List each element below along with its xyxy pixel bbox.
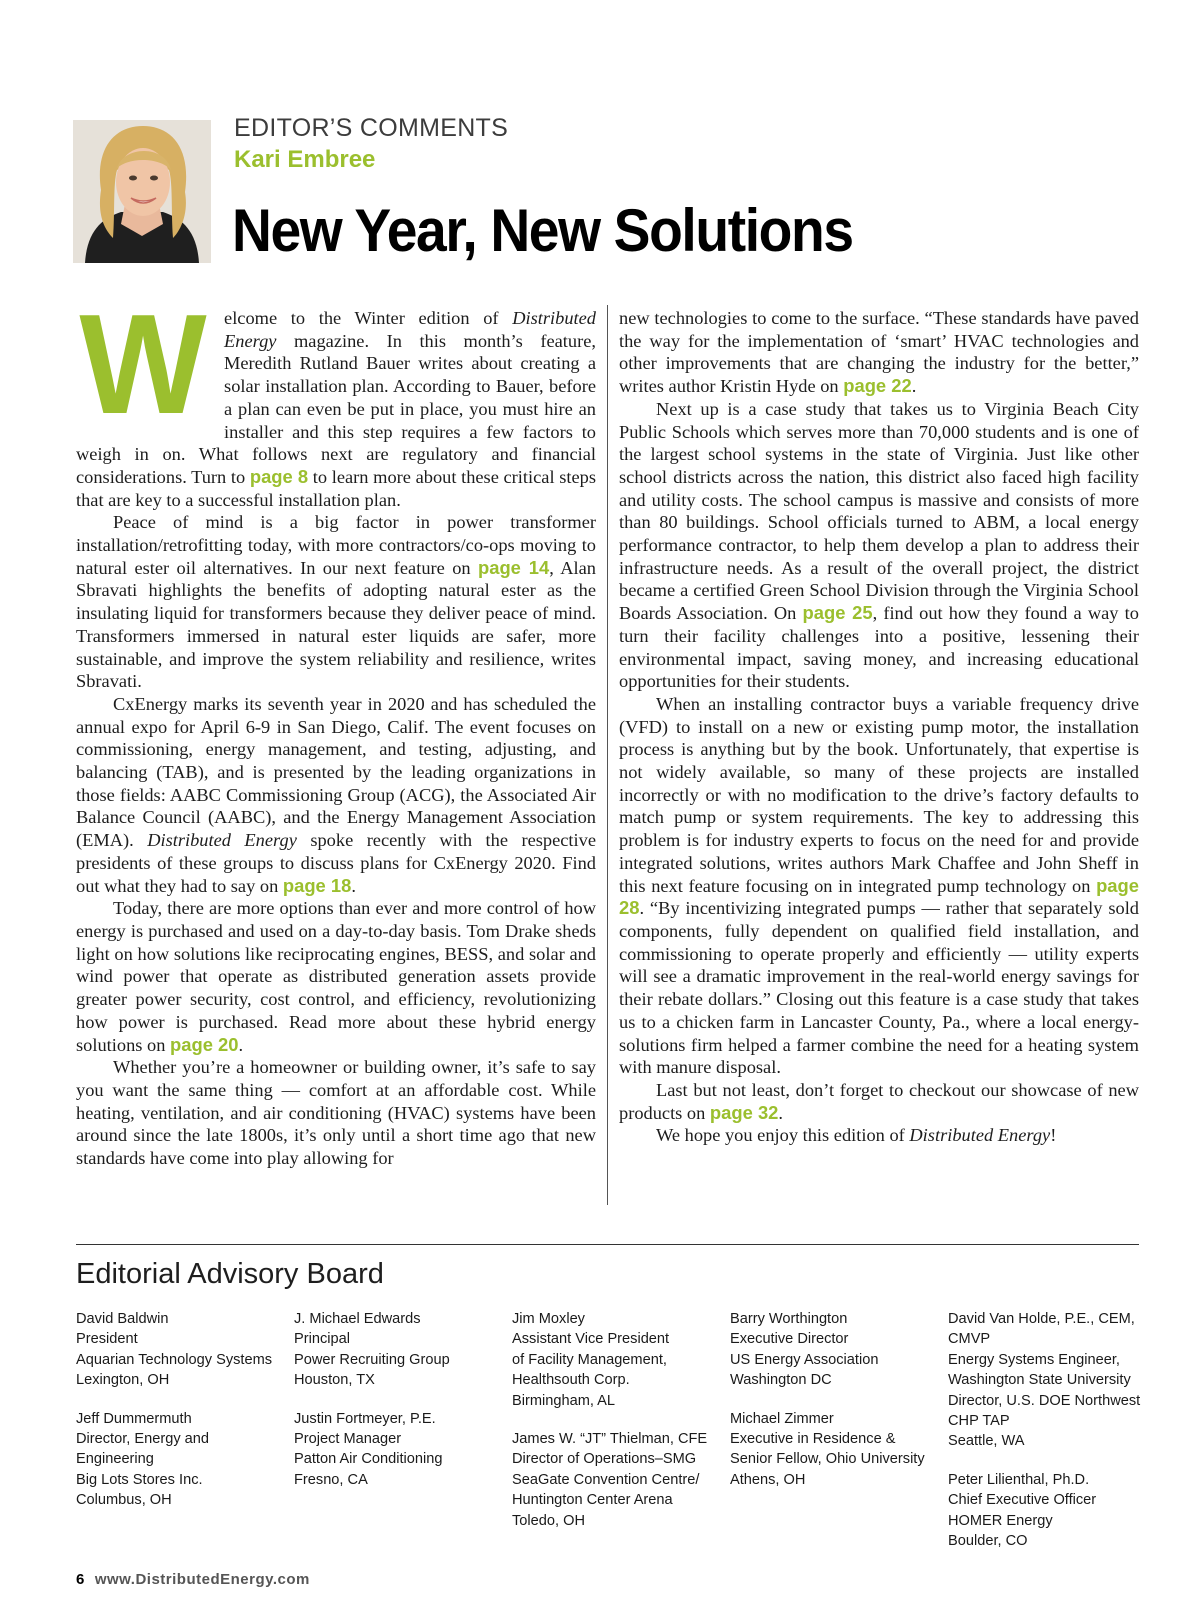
page-footer bbox=[76, 1571, 310, 1588]
author-name: Kari Embree bbox=[234, 146, 376, 173]
board-member: Jeff Dummermuth Director, Energy and Engineering Big Lots Stores Inc. Columbus, OH bbox=[76, 1410, 210, 1509]
paragraph-7: When an installing contractor buys a variable frequency drive (VFD) to install on a new or existing pump motor, the installation process is anything but by the book. Unfortunately, that expertise is not widely available, so many of these projects are installed incorrectly or with no modification to the drive’s factory defaults to match pump or system requirements. The key to addressing this problem is for industry experts to focus on the need for and provide integrated solutions, writes authors Mark Chaffee and John Sheff in this next feature focusing on in integrated pump technology on page 28. “By incentivizing integrated pumps — rather that separately sold components, fully dependent on qualified field installation, and commissioning to operate properly and efficiently — utility experts will see a dramatic improvement in the real-world energy savings for their rebate dollars.” Closing out this feature is a case study that takes us to a chicken farm in Lancaster County, Pa., where a local energy-solutions firm helped a farmer combine the need for a heating system with manure disposal. bbox=[619, 693, 1139, 1078]
article-column-1 bbox=[76, 285, 596, 1170]
board-member: J. Michael Edwards Principal Power Recruiting Group Houston, TX bbox=[294, 1311, 450, 1389]
board-member: Barry Worthington Executive Director US Energy Association Washington DC bbox=[730, 1311, 879, 1389]
page-reference[interactable]: page 18 bbox=[282, 874, 352, 896]
board-member: James W. “JT” Thielman, CFE Director of Operations–SMG SeaGate Convention Centre/ Huntington Center Arena Toledo, OH bbox=[512, 1431, 708, 1529]
column-divider bbox=[607, 305, 608, 1205]
page-number: 6 bbox=[76, 1571, 85, 1588]
paragraph-5: Whether you’re a homeowner or building owner, it’s safe to say you want the same thing — comfort at an affordable cost. While heating, ventilation, and air conditioning (HVAC) systems have been around since the late 1800s, it’s only until a short time ago that new standards have come into play allowing for bbox=[76, 1057, 596, 1169]
section-kicker: EDITOR’S COMMENTS bbox=[234, 114, 509, 142]
paragraph-9: We hope you enjoy this edition of Distributed Energy! bbox=[656, 1125, 1057, 1146]
board-member: Peter Lilienthal, Ph.D. Chief Executive Officer HOMER Energy Boulder, CO bbox=[948, 1471, 1097, 1550]
paragraph-3: CxEnergy marks its seventh year in 2020 and has scheduled the annual expo for April 6-9 in San Diego, Calif. The event focuses on commissioning, energy management, and testing, adjusting, and balancing (TAB), and is presented by the leading organizations in those fields: AABC Commissioning Group (ACG), the Associated Air Balance Council (AABC), and the Energy Management Association (EMA). Distributed Energy spoke recently with the respective presidents of these groups to discuss plans for CxEnergy 2020. Find out what they had to say on page 18. bbox=[76, 693, 596, 896]
board-title: Editorial Advisory Board bbox=[76, 1258, 384, 1290]
page-title: New Year, New Solutions bbox=[232, 197, 853, 264]
paragraph-1: Welcome to the Winter edition of Distributed Energy magazine. In this month’s feature, Meredith Rutland Bauer writes about creating a solar installation plan. According to Bauer, before a plan can even be put in place, you must hire an installer and this step requires a few factors to weigh in on. What follows next are regulatory and financial considerations. Turn to page 8 to learn more about these critical steps that are key to a successful installation plan. bbox=[76, 285, 596, 510]
board-column-1 bbox=[76, 1309, 286, 1529]
board-member: David Baldwin President Aquarian Technology Systems Lexington, OH bbox=[76, 1311, 273, 1389]
page-reference[interactable]: page 20 bbox=[170, 1033, 239, 1055]
page-reference[interactable]: page 8 bbox=[249, 465, 309, 487]
paragraph-4: Today, there are more options than ever and more control of how energy is purchased and used on a day-to-day basis. Tom Drake sheds light on how solutions like reciprocating engines, BESS, and solar and wind power that operate as distributed generation assets provide greater power security, cost control, and efficiency, revolutionizing how power is purchased. Read more about these hybrid energy solutions on page 20. bbox=[76, 898, 596, 1055]
drop-cap: W bbox=[79, 285, 207, 444]
page-reference[interactable]: page 25 bbox=[802, 602, 873, 624]
board-column-2 bbox=[294, 1309, 504, 1508]
board-member: Jim Moxley Assistant Vice President of Facility Management, Healthsouth Corp. Birmingham, AL bbox=[512, 1311, 670, 1409]
page-reference[interactable]: page 28 bbox=[619, 874, 1139, 919]
board-member: David Van Holde, P.E., CEM, CMVP Energy Systems Engineer, Washington State University Director, U.S. DOE Northwest CHP TAP Seattle, WA bbox=[948, 1311, 1141, 1450]
paragraph-2: Peace of mind is a big factor in power transformer installation/retrofitting today, with more contractors/co-ops moving to natural ester oil alternatives. In our next feature on page 14, Alan Sbravati highlights the benefits of adopting natural ester as the insulating liquid for transformers because they deliver peace of mind. Transformers immersed in natural ester liquids are safer, more sustainable, and improve the system reliability and resilience, writes Sbravati. bbox=[76, 512, 596, 692]
article-column-2 bbox=[619, 307, 1139, 1147]
board-column-3 bbox=[512, 1309, 722, 1549]
page-reference[interactable]: page 22 bbox=[843, 375, 912, 397]
page-reference[interactable]: page 14 bbox=[477, 556, 550, 578]
page-reference[interactable]: page 32 bbox=[709, 1101, 779, 1123]
board-member: Michael Zimmer Executive in Residence & Senior Fellow, Ohio University Athens, OH bbox=[730, 1410, 925, 1488]
paragraph-5-continued: new technologies to come to the surface. “These standards have paved the way for the implementation of ‘smart’ HVAC technologies and other improvements that are changing the industry for the better,” writes author Kristin Hyde on page 22. bbox=[619, 308, 1139, 397]
board-column-5 bbox=[948, 1309, 1188, 1569]
author-photo bbox=[73, 120, 211, 263]
board-column-4 bbox=[730, 1309, 940, 1508]
paragraph-8: Last but not least, don’t forget to checkout our showcase of new products on page 32. bbox=[619, 1079, 1139, 1123]
section-divider bbox=[76, 1244, 1139, 1245]
footer-url[interactable]: www.DistributedEnergy.com bbox=[94, 1571, 310, 1588]
board-member: Justin Fortmeyer, P.E. Project Manager Patton Air Conditioning Fresno, CA bbox=[294, 1410, 443, 1488]
paragraph-6: Next up is a case study that takes us to Virginia Beach City Public Schools which serves more than 70,000 students and is one of the largest school systems in the state of Virginia. Just like other school districts across the nation, this district also faced high facility and utility costs. The school campus is massive and consists of more than 80 buildings. School officials turned to ABM, a local energy performance contractor, to help them develop a plan to address their infrastructure needs. As a result of the overall project, the district became a certified Green School Division through the Virginia School Boards Association. On page 25, find out how they found a way to turn their facility challenges into a positive, lessening their environmental impact, saving money, and increasing educational opportunities for their students. bbox=[619, 398, 1139, 692]
